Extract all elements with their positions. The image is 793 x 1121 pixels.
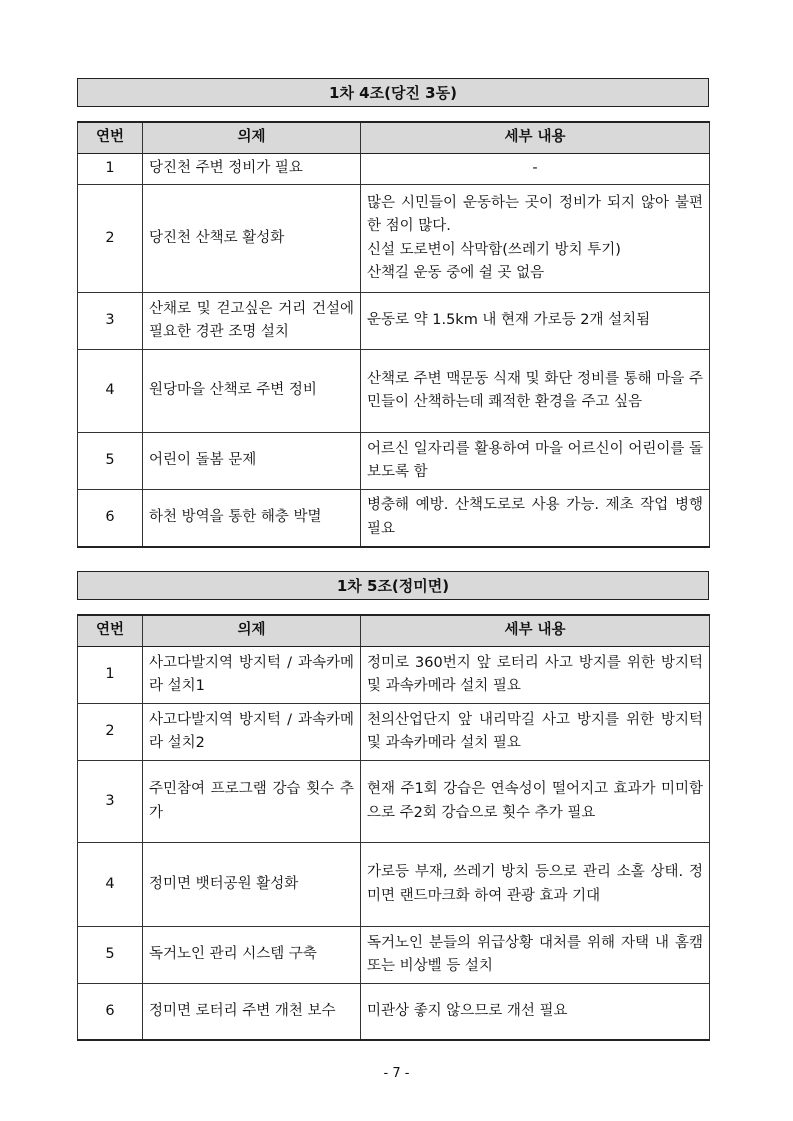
row-num: 6 (78, 984, 143, 1040)
row-detail: 많은 시민들이 운동하는 곳이 정비가 되지 않아 불편한 점이 많다. 신설 도로변이 삭막함(쓰레기 방치 투기) 산책길 운동 중에 쉴 곳 없음 (361, 185, 710, 293)
table-row (78, 761, 710, 843)
row-detail: 현재 주1회 강습은 연속성이 떨어지고 효과가 미미함으로 주2회 강습으로 횟수 추가 필요 (361, 761, 710, 843)
row-num: 3 (78, 293, 143, 350)
table-header-row (78, 122, 710, 154)
row-agenda: 당진천 주변 정비가 필요 (143, 154, 361, 185)
row-detail: 미관상 좋지 않으므로 개선 필요 (361, 984, 710, 1040)
row-num: 4 (78, 350, 143, 433)
section-4jo (77, 78, 709, 548)
row-num: 2 (78, 704, 143, 761)
row-agenda: 하천 방역을 통한 해충 박멸 (143, 490, 361, 547)
row-num: 6 (78, 490, 143, 547)
table-row (78, 293, 710, 350)
table-row (78, 154, 710, 185)
row-detail: 병충해 예방. 산책도로로 사용 가능. 제초 작업 병행 필요 (361, 490, 710, 547)
table-row (78, 433, 710, 490)
row-agenda: 정미면 뱃터공원 활성화 (143, 843, 361, 927)
row-num: 5 (78, 433, 143, 490)
row-agenda: 당진천 산책로 활성화 (143, 185, 361, 293)
table-title: 1차 5조(정미면) (77, 571, 709, 600)
row-agenda: 어린이 돌봄 문제 (143, 433, 361, 490)
row-agenda: 독거노인 관리 시스템 구축 (143, 927, 361, 984)
row-num: 4 (78, 843, 143, 927)
table-row (78, 843, 710, 927)
table-row (78, 490, 710, 547)
page-number: - 7 - (383, 1066, 410, 1081)
row-detail: 가로등 부재, 쓰레기 방치 등으로 관리 소홀 상태. 정미면 랜드마크화 하여 관광 효과 기대 (361, 843, 710, 927)
row-num: 2 (78, 185, 143, 293)
header-detail: 세부 내용 (361, 615, 710, 647)
row-agenda: 정미면 로터리 주변 개천 보수 (143, 984, 361, 1040)
table-row (78, 647, 710, 704)
header-num: 연번 (78, 122, 143, 154)
row-agenda: 사고다발지역 방지턱 / 과속카메라 설치2 (143, 704, 361, 761)
table-row (78, 704, 710, 761)
table-row (78, 984, 710, 1040)
table-row (78, 350, 710, 433)
row-detail: 독거노인 분들의 위급상황 대처를 위해 자택 내 홈캠 또는 비상벨 등 설치 (361, 927, 710, 984)
table-title: 1차 4조(당진 3동) (77, 78, 709, 107)
row-agenda: 산채로 및 걷고싶은 거리 건설에 필요한 경관 조명 설치 (143, 293, 361, 350)
table-row (78, 185, 710, 293)
header-agenda: 의제 (143, 615, 361, 647)
row-num: 1 (78, 154, 143, 185)
row-detail: 산책로 주변 맥문동 식재 및 화단 정비를 통해 마을 주민들이 산책하는데 쾌적한 환경을 주고 싶음 (361, 350, 710, 433)
table-row (78, 927, 710, 984)
row-detail: 천의산업단지 앞 내리막길 사고 방지를 위한 방지턱 및 과속카메라 설치 필요 (361, 704, 710, 761)
row-num: 5 (78, 927, 143, 984)
header-num: 연번 (78, 615, 143, 647)
row-num: 1 (78, 647, 143, 704)
row-detail: 운동로 약 1.5km 내 현재 가로등 2개 설치됨 (361, 293, 710, 350)
row-agenda: 사고다발지역 방지턱 / 과속카메라 설치1 (143, 647, 361, 704)
row-detail: 어르신 일자리를 활용하여 마을 어르신이 어린이를 돌보도록 함 (361, 433, 710, 490)
section-5jo (77, 571, 709, 1041)
table-header-row (78, 615, 710, 647)
agenda-table (77, 121, 710, 548)
header-agenda: 의제 (143, 122, 361, 154)
row-detail: - (361, 154, 710, 185)
row-num: 3 (78, 761, 143, 843)
agenda-table (77, 614, 710, 1041)
row-agenda: 원당마을 산책로 주변 정비 (143, 350, 361, 433)
row-agenda: 주민참여 프로그램 강습 횟수 추가 (143, 761, 361, 843)
header-detail: 세부 내용 (361, 122, 710, 154)
row-detail: 정미로 360번지 앞 로터리 사고 방지를 위한 방지턱 및 과속카메라 설치 필요 (361, 647, 710, 704)
